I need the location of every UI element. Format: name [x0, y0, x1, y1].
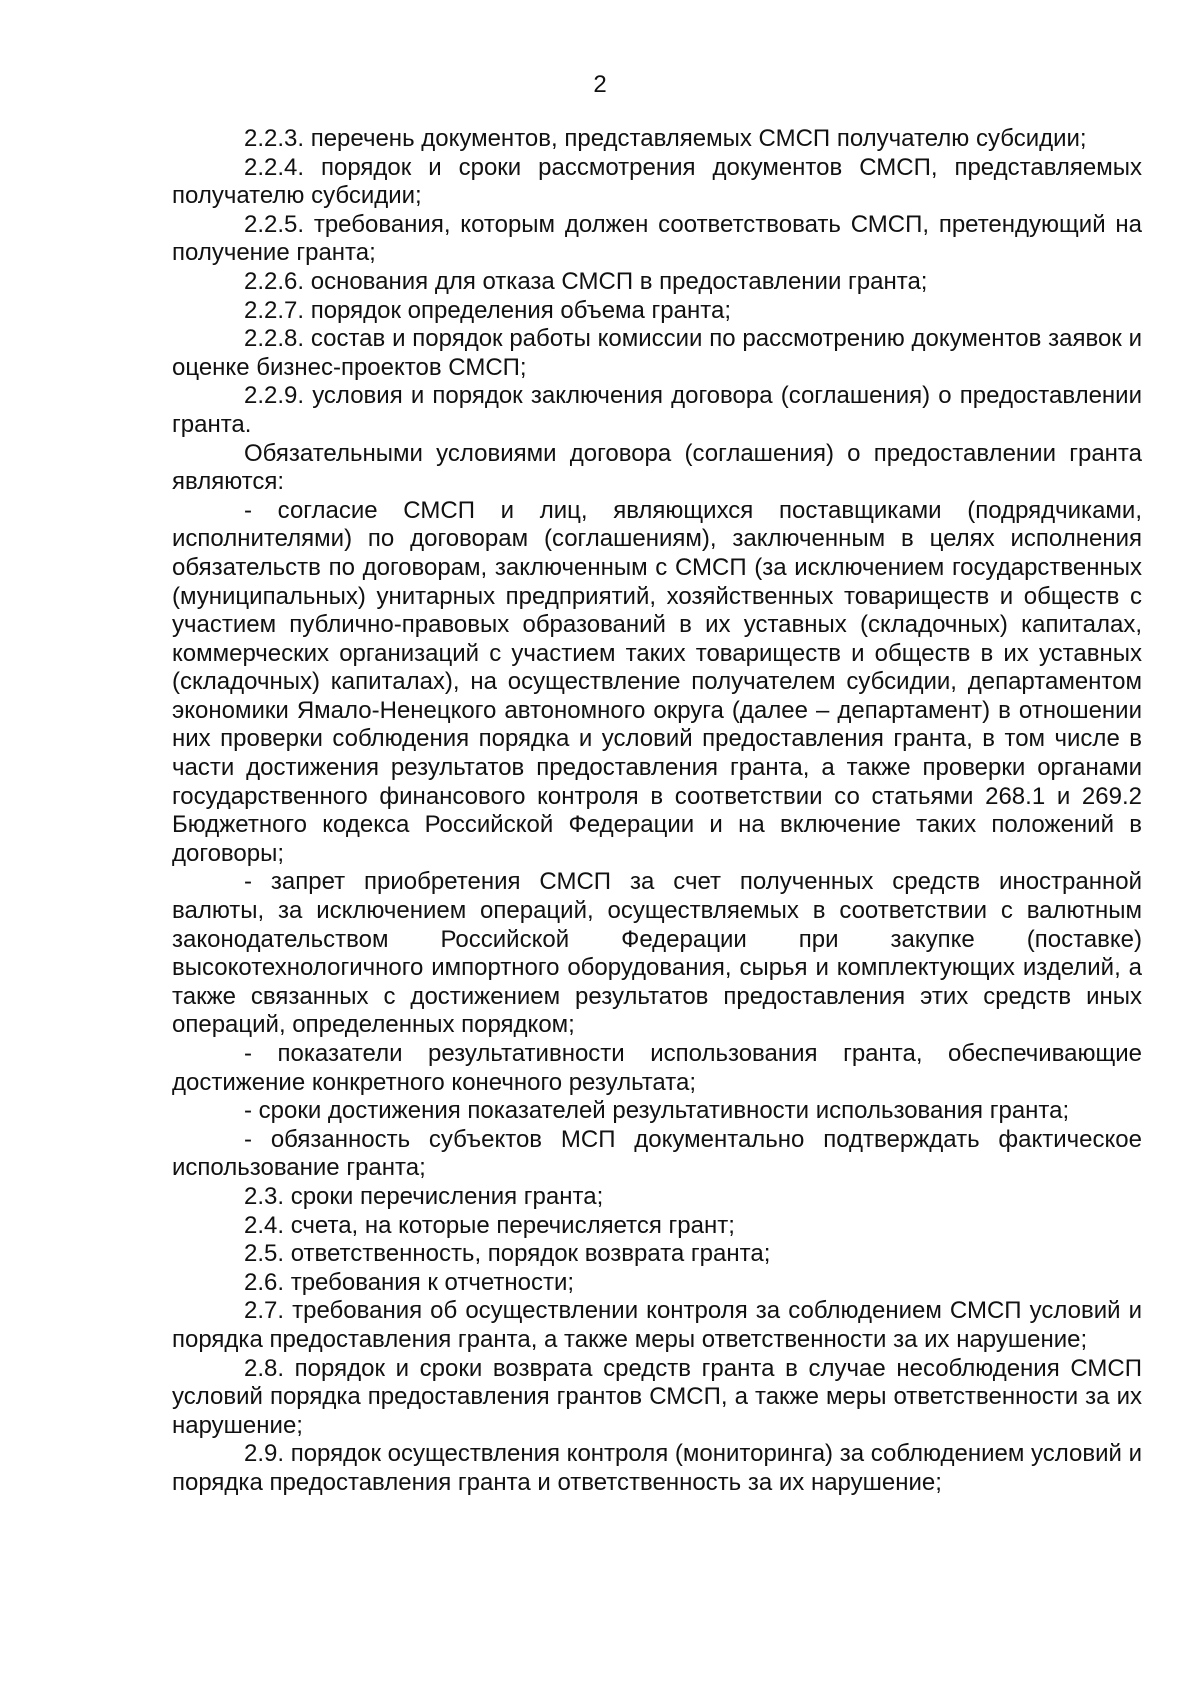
paragraph-2-2-3: 2.2.3. перечень документов, представляемых СМСП получателю субсидии;: [244, 125, 1087, 152]
paragraph-2-2-8: 2.2.8. состав и порядок работы комиссии по рассмотрению документов заявок и оценке бизнес-проектов СМСП;: [172, 325, 1142, 381]
list-item-usage-confirmation: - обязанность субъектов МСП документально подтверждать фактическое использование гранта;: [172, 1125, 1142, 1182]
paragraph-2-9: 2.9. порядок осуществления контроля (мониторинга) за соблюдением условий и порядка предоставления гранта и ответственность за их нарушение;: [172, 1440, 1142, 1496]
paragraph-2-7: 2.7. требования об осуществлении контроля за соблюдением СМСП условий и порядка предоставления гранта, а также меры ответственности за их нарушение;: [172, 1297, 1142, 1353]
paragraph-2-2-6: 2.2.6. основания для отказа СМСП в предоставлении гранта;: [244, 267, 928, 295]
list-item-indicator-deadlines: - сроки достижения показателей результативности использования гранта;: [244, 1097, 1070, 1125]
paragraph-mandatory-conditions: Обязательными условиями договора (соглашения) о предоставлении гранта являются:: [172, 439, 1142, 496]
list-item-performance-indicators: - показатели результативности использования гранта, обеспечивающие достижение конкретного конечного результата;: [172, 1040, 1142, 1096]
paragraph-2-2-7: 2.2.7. порядок определения объема гранта;: [244, 296, 731, 324]
list-item-consent: - согласие СМСП и лиц, являющихся поставщиками (подрядчиками, исполнителями) по договорам (соглашениям), заключенным в целях исполнения обязательств по договорам, заключенным с СМСП (за исключением государственных (муниципальных) унитарных предприятий, хозяйственных товариществ и обществ с участием публично-правовых образований в их уставных (складочных) капиталах, коммерческих организаций с участием таких товариществ и обществ в их уставных (складочных) капиталах), на осуществление получателем субсидии, департаментом экономики Ямало-Ненецкого автономного округа (далее – департамент) в отношении них проверки соблюдения порядка и условий предоставления гранта, в том числе в части достижения результатов предоставления гранта, а также проверки органами государственного финансового контроля в соответствии со статьями 268.1 и 269.2 Бюджетного кодекса Российской Федерации и на включение таких положений в договоры;: [172, 496, 1142, 867]
page-number: 2: [593, 71, 607, 98]
paragraph-2-5: 2.5. ответственность, порядок возврата гранта;: [244, 1240, 771, 1268]
paragraph-2-8: 2.8. порядок и сроки возврата средств гранта в случае несоблюдения СМСП условий порядка предоставления грантов СМСП, а также меры ответственности за их нарушение;: [172, 1354, 1142, 1439]
paragraph-2-4: 2.4. счета, на которые перечисляется грант;: [244, 1211, 735, 1239]
paragraph-2-6: 2.6. требования к отчетности;: [244, 1268, 575, 1296]
paragraph-2-2-9: 2.2.9. условия и порядок заключения договора (соглашения) о предоставлении гранта.: [172, 382, 1142, 438]
paragraph-2-2-4: 2.2.4. порядок и сроки рассмотрения документов СМСП, представляемых получателю субсидии;: [172, 153, 1142, 210]
list-item-currency-ban: - запрет приобретения СМСП за счет полученных средств иностранной валюты, за исключением операций, осуществляемых в соответствии с валютным законодательством Российской Федерации при закупке (поставке) высокотехнологичного импортного оборудования, сырья и комплектующих изделий, а также связанных с достижением результатов предоставления этих средств иных операций, определенных порядком;: [172, 868, 1142, 1039]
document-body: [172, 125, 1142, 1498]
paragraph-2-2-5: 2.2.5. требования, которым должен соответствовать СМСП, претендующий на получение гранта;: [172, 210, 1142, 267]
paragraph-2-3: 2.3. сроки перечисления гранта;: [244, 1182, 604, 1210]
